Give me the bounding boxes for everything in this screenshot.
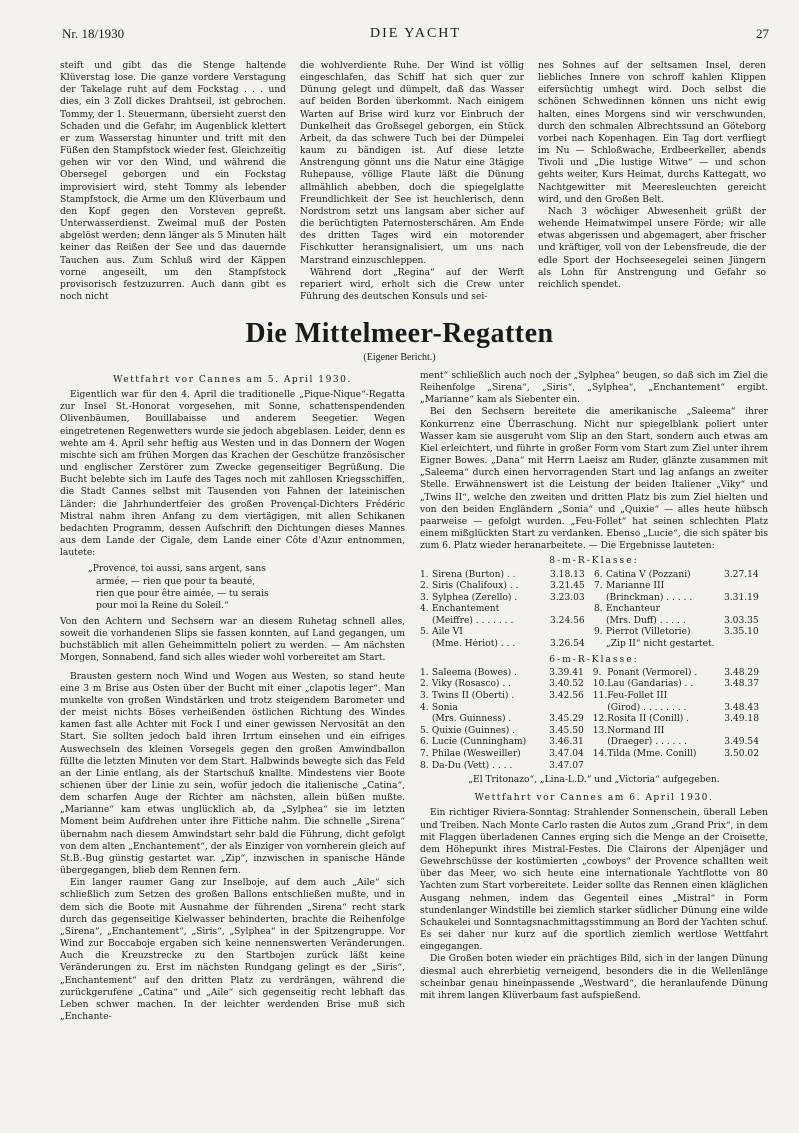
race-heading: Wettfahrt vor Cannes am 5. April 1930.: [113, 375, 352, 385]
poem-line: rien que pour être aimée, — tu serais: [96, 588, 269, 599]
time: 3.24.56: [550, 615, 585, 626]
time: [724, 581, 768, 593]
place: 9.: [592, 667, 602, 678]
boat-owner: (Mrs. Duff) . . . . .: [606, 615, 686, 626]
time: 3.45.50: [549, 725, 584, 736]
result-row: [420, 627, 768, 639]
boat-owner: Viky (Rosasco) . .: [431, 679, 512, 690]
place: 2.: [420, 581, 429, 592]
boat-owner: (Girod) . . . . . . . .: [607, 702, 687, 713]
boat-owner: Enchantement: [432, 604, 500, 615]
result-row: [420, 761, 768, 773]
paragraph: Ein langer raumer Gang zur Inselboje, auf dem auch „Aile“ sich schließlich zum Setzen des großen Ballons entschließen mußte, und in dem sich die Boote mit Ausnahme der führenden „Sirena“ recht stark durch das gegenseitige Kielwasser behinderten, brachte die Reihenfolge „Sirena“, „Enchantement“, „Siris“, „Sylphea“ in der Spitzengruppe. Vor Wind zur Boccaboje ergaben sich keine nennenswerten Veränderungen. Auch die Kreuzstrecke zu den Startbojen zurück läßt keine Veränderungen zu. Erst im nächsten Rundgang gelingt es der „Siris“, „Enchantement“ auf den dritten Platz zu verdrängen, während die zurückgerufene „Catina“ und „Aile“ sich gegenseitig recht lebhaft das Leben schwer machen. In der leichter werdenden Brise muß sich „Enchante-: [60, 878, 405, 1022]
poem-line: armée, — rien que pour ta beauté,: [96, 576, 256, 587]
place: 1.: [420, 569, 429, 580]
time: 3.47.04: [549, 748, 584, 759]
poem-line: pour moi la Reine du Soleil.“: [96, 600, 229, 611]
result-row: [420, 714, 768, 726]
place: [593, 737, 607, 749]
class-heading-6m: 6-m-R-Klasse:: [549, 654, 639, 665]
boat-owner: Marianne III: [606, 581, 665, 592]
top-column-2: [300, 60, 524, 303]
place: 3.: [420, 592, 429, 603]
place: 9.: [594, 627, 603, 638]
place: 7.: [420, 748, 429, 759]
time: 3.50.02: [724, 748, 759, 759]
place: 14.: [592, 748, 608, 759]
time: 3.48.37: [724, 679, 759, 690]
place: [593, 703, 607, 715]
place: [593, 761, 607, 773]
magazine-title: DIE YACHT: [370, 26, 461, 41]
time: [550, 627, 594, 639]
paragraph: Während dort „Regina“ auf der Werft repariert wird, erholt sich die Crew unter Führung des deutschen Konsuls und sei-: [300, 267, 524, 302]
boat-owner: Sylphea (Zerello) .: [432, 592, 518, 603]
time: 3.31.19: [724, 592, 759, 603]
result-row: [420, 691, 768, 703]
time: 3.26.54: [550, 639, 585, 650]
boat-owner: Rosita II (Conill) .: [607, 714, 690, 725]
boat-owner: Feu-Follet III: [607, 691, 668, 701]
boat-owner: Aile VI: [432, 627, 463, 638]
paragraph: Von den Achtern und Sechsern war an diesem Ruhetag schnell alles, soweit die vorhandenen Slips sie fassen konnten, auf Land gegangen, um buchstäblich mit allen Geheimmitteln poliert zu werden. — Am nächsten Morgen, Sonnabend, fand sich alles wieder wohl vorbereitet am Start.: [60, 616, 405, 664]
boat-owner: Normand III: [607, 725, 665, 736]
time: [724, 639, 768, 651]
place: 1.: [420, 667, 429, 678]
boat-owner: Da-Du (Vett) . . . .: [431, 760, 513, 771]
paragraph: Ein richtiger Riviera-Sonntag: Strahlender Sonnenschein, überall Leben und Treiben. Nach Monte Carlo rasten die Autos zum „Grand Prix“, in dem mit Flaggen überladenen Cannes erging sich die Menge an der Croisette, dem Höhepunkt ihres Mistral-Festes. Die Clairons der Alpenjäger und Gewehrschüsse der kostümierten „cowboys“ der Provence schallten weit über das Meer, wo sich heute eine internationale Yachtflotte von 80 Yachten zum Start vorbereitete. Leider sollte das Rennen einen kläglichen Ausgang nehmen, indem das Gegenteil eines „Mistral“ in Form stundenlanger Windstille bei ziemlich starker südlicher Dünung eine wilde Schaukelei und Sonntagsnachmittagsstimmung an Bord der Yachten schuf. Es sei daher nur kurz auf die sportlich ziemlich wertlose Wettfahrt eingegangen.: [420, 808, 768, 953]
paragraph: Nach 3 wöchiger Abwesenheit grüßt der wehende Heimatwimpel unsere Förde; wir alle etwas abgerissen und abgemagert, aber frischer und kräftiger, voll von der Lebensfreude, die der edle Sport der Hochseesegelei seinen Jüngern als Lohn für Anstrengung und Gefahr so reichlich spendet.: [538, 206, 766, 290]
time: 3.42.56: [549, 691, 584, 701]
paragraph: Brausten gestern noch Wind und Wogen aus Westen, so stand heute eine 3 m Brise aus Osten über der Bucht mit einer „clapotis leger“. Man munkelte von großen Windstärken und trotz steigendem Barometer und der meist nichts Böses verheißenden östlichen Richtung des Windes kamen fast alle Achter mit Fock I und einer gewissen Nervosität an den Start. Sie sollten jedoch bald ihren Irrtum einsehen und ein eifriges Auswechseln des kleinen Vorsegels gegen den großen Amwindballon füllte die letzten Minuten vor dem Start. Halbwinds bewegte sich das Feld an der Linie entlang, als der Startschuß knallte. Mindestens vier Boote schienen über der Linie zu sein, wofür jedoch die italienische „Catina“, dem scharfen Auge der Richter am nächsten, allein büßen mußte. „Marianne“ kam etwas unglücklich ab, da „Sylphea“ sie im letzten Moment beim Aufdrehen unter ihre Fittiche nahm. Die schnelle „Sirena“ übernahm nach diesem Amwindstart sehr bald die Führung, dicht gefolgt von dem alten „Enchantement“, der als Einziger von vornherein gleich auf St.B.-Bug günstig gestartet war. „Zip“, inzwischen in spanische Hände übergegangen, blieb dem Rennen fern.: [60, 671, 405, 877]
boat-owner: Lucie (Cunningham): [431, 737, 527, 748]
top-column-3: [538, 60, 766, 291]
race-heading: Wettfahrt vor Cannes am 6. April 1930.: [474, 793, 714, 804]
place: 4.: [420, 702, 429, 713]
place: 5.: [420, 627, 429, 638]
result-row: [420, 668, 768, 680]
page-header: [62, 26, 769, 46]
boat-owner: Twins II (Oberti) .: [431, 691, 515, 701]
place: 5.: [420, 725, 429, 736]
time: 3.21.45: [550, 581, 585, 592]
time: [724, 604, 768, 616]
boat-owner: Sirena (Burton) . .: [432, 569, 516, 580]
place: [594, 593, 606, 605]
boat-owner: Lau (Gandarias) . .: [607, 679, 694, 690]
place: [420, 616, 432, 628]
place: 11.: [592, 691, 608, 701]
time: 3.45.29: [549, 714, 584, 725]
place: 6.: [594, 569, 603, 580]
place: 8.: [420, 760, 429, 771]
time: 3.48.29: [724, 667, 759, 678]
top-column-1: [60, 60, 286, 303]
class-heading-8m: 8-m-R-Klasse:: [549, 556, 639, 567]
time: 3.23.03: [550, 592, 585, 603]
place: 7.: [594, 581, 603, 592]
result-row: [420, 639, 768, 651]
paragraph: ment“ schließlich auch noch der „Sylphea“ beugen, so daß sich im Ziel die Reihenfolge „Sirena“, „Siris“, „Sylphea“, „Enchantement“ ergibt. „Marianne“ kam als Siebenter ein.: [420, 371, 768, 406]
time: 3.39.41: [549, 667, 584, 678]
place: [594, 616, 606, 628]
boat-owner: Catina V (Pozzani): [606, 569, 691, 580]
result-row: [420, 581, 768, 593]
boat-owner: (Meiffre) . . . . . . .: [432, 615, 514, 626]
paragraph: Die Großen boten wieder ein prächtiges Bild, sich in der langen Dünung diesmal auch ehrerbietig verneigend, besonders die in die Wellenlänge scheinbar genau hineinpassende „Westward“, die heranlaufende Dünung mit ihrem langen Klüverbaum fast aufspießend.: [420, 954, 768, 1001]
paragraph: steift und gibt das die Stenge haltende Klüverstag lose. Die ganze vordere Verstagung der Takelage ruht auf dem Fockstag . . . und dies, ein 3 Zoll dickes Drahtseil, ist gebrochen. Tommy, der 1. Steuermann, übersieht zuerst den Schaden und die Gefahr, im Augenblick klettert er zum Wasserstag hinunter und tritt mit den Füßen den Stampfstock wieder fest. Gleichzeitig gehen wir vor den Wind, und während die Obersegel geborgen und ein Fockstag improvisiert wird, steht Tommy als lebender Stampfstock, die Arme um den Klüverbaum und den Kopf gegen den Vorsteven gepreßt. Unterwasserdienst. Zweimal muß der Posten abgelöst werden; denn länger als 5 Minuten hält keiner das Reißen der See und das dauernde Tauchen aus. Zum Schluß wird der Käppen vorne angeseilt, um den Stampfstock provisorisch festzuzurren. Auch dann gibt es noch nicht: [60, 61, 286, 302]
time: [724, 726, 768, 738]
time: 3.49.18: [724, 714, 759, 725]
boat-owner: (Brinckman) . . . . .: [606, 592, 693, 603]
place: 4.: [420, 604, 429, 615]
result-row: [420, 726, 768, 738]
time: 3.27.14: [724, 569, 759, 580]
article-title: Die Mittelmeer-Regatten: [245, 318, 554, 349]
result-row: [420, 604, 768, 616]
time: [550, 604, 594, 616]
place: 2.: [420, 679, 429, 690]
results-table-6m: [420, 668, 768, 772]
boat-owner: Pierrot (Villetorie): [606, 627, 691, 638]
time: 3.49.54: [724, 737, 759, 748]
paragraph: Eigentlich war für den 4. April die traditionelle „Pique-Nique“-Regatta zur Insel St.-Honorat vorgesehen, mit Sonne, schattenspendenden Olivenbäumen, Bouillabaisse und anderem Seegetier. Wegen eingetretenen Regenwetters wurde sie jedoch abgeblasen. Leider, denn es wehte am 4. April sehr heftig aus Westen und in das Donnern der Wogen mischte sich am frühen Morgen das Krachen der Geschütze französischer und englischer Zerstörer zum Zwecke gegenseitiger Begrüßung. Die Bucht belebte sich im Laufe des Tages noch mit zahllosen Kriegsschiffen, die Stadt Cannes selbst mit Tausenden von Fahnen der lateinischen Länder: die Jahrhundertfeier des großen Provençal-Dichters Frédéric Mistral nahm ihren Anfang zu dem viertägigen, mit allen Schikanen bedachten Programm, dessen Aufschrift den Dichtungen dieses Mannes aus dem Lande der Cigale, dem Lande einer Côte d'Azur entnommen, lautete:: [60, 390, 405, 559]
result-row: [420, 737, 768, 749]
article-subtitle: (Eigener Bericht.): [363, 352, 436, 363]
place: 3.: [420, 691, 429, 701]
time: 3.48.43: [724, 702, 759, 713]
boat-owner: „Zip II“ nicht gestartet.: [606, 639, 715, 650]
boat-owner: Saleema (Bowes) .: [431, 667, 518, 678]
place: [420, 639, 432, 651]
article-column-right: [420, 370, 768, 1002]
paragraph: Bei den Sechsern bereitete die amerikanische „Saleema“ ihrer Konkurrenz eine Überraschung. Nicht nur spiegelblank poliert unter Wasser kam sie ausgeruht vom Slip an den Start, sondern auch etwas am Kiel erleichtert, und führte in großer Form vom Start zum Ziel unter ihrem Eigner Bowes. „Dana“ mit Herrn Laeisz am Ruder, glänzte zusammen mit „Saleema“ durch einen hervorragenden Start und lag anfangs an zweiter Stelle. Erwähnenswert ist die Leistung der beiden Italiener „Viky“ und „Twins II“, welche den zweiten und dritten Platz bis zum Ziel hielten und von den beiden Engländern „Sonia“ und „Quixie“ — alles heute hübsch paarweise — gefolgt wurden. „Feu-Follet“ hat seinen schlechten Platz einem mißglückten Start zu verdanken. Ebenso „Lucie“, die sich später bis zum 6. Platz wieder heranarbeitete. — Die Ergebnisse lauteten:: [420, 407, 768, 552]
result-row: [420, 616, 768, 628]
poem-line: „Provence, toi aussi, sans argent, sans: [88, 564, 266, 575]
boat-owner: (Mrs. Guinness) .: [431, 714, 512, 725]
place: 13.: [592, 725, 608, 736]
boat-owner: Ponant (Vermorel) .: [607, 667, 698, 678]
time: [724, 691, 768, 703]
boat-owner: [607, 761, 724, 773]
result-row: [420, 749, 768, 761]
boat-owner: Tilda (Mme. Conill): [607, 748, 697, 759]
results-table-8m: [420, 570, 768, 651]
result-row: [420, 679, 768, 691]
poem-quote: [88, 563, 405, 612]
retired-note: „El Tritonazo“, „Lina-L.D.“ und „Victoria“ aufgegeben.: [468, 775, 720, 786]
paragraph: nes Sohnes auf der seltsamen Insel, deren liebliches Innere von schroff kahlen Klippen eifersüchtig umhegt wird. Doch selbst die schönen Schwedinnen können uns nicht ewig halten, eines Morgens sind wir verschwunden, durch den schmalen Albrechtssund an Göteborg vorbei nach Kopenhagen. Ein Tag dort verfliegt im Nu — Schloßwache, Erdbeerkeller, abends Tivoli und „Die lustige Witwe“ — und schon gehts weiter, Kurs Heimat, durchs Kattegatt, wo Nachtgewitter mit Meeresleuchten gereicht wird, und den Großen Belt.: [538, 61, 766, 205]
time: 3.46.31: [549, 737, 584, 748]
issue-number: Nr. 18/1930: [62, 26, 125, 41]
paragraph: die wohlverdiente Ruhe. Der Wind ist völlig eingeschlafen, das Schiff hat sich quer zur Dünung gelegt und dümpelt, daß das Wasser auf beiden Borden überkommt. Nach einigem Warten auf Brise wird kurz vor Einbruch der Dunkelheit das Großsegel geborgen, ein Stück Arbeit, da das schwere Tuch bei der Dümpelei kaum zu bändigen ist. Auf diese letzte Anstrengung gönnt uns die Natur eine 3tägige Ruhepause, völlige Flaute läßt die Dünung allmählich abebben, doch die spiegelglatte Freundlichkeit der See ist heuchlerisch, denn Nordstrom setzt uns langsam aber sicher auf die berüchtigten Paternosterschären. Am Ende des dritten Tages wird ein motorender Fischkutter heransignalisiert, um uns nach Marstrand einzuschleppen.: [300, 61, 524, 266]
time: [549, 703, 593, 715]
place: 12.: [592, 714, 608, 725]
time: 3.35.10: [724, 627, 759, 638]
result-row: [420, 570, 768, 582]
time: 3.40.52: [549, 679, 584, 690]
result-row: [420, 593, 768, 605]
boat-owner: Philae (Wesweiller): [431, 748, 521, 759]
place: 8.: [594, 604, 603, 615]
boat-owner: (Mme. Hériot) . . .: [432, 639, 516, 650]
boat-owner: Quixie (Guinnes) .: [431, 725, 516, 736]
place: [594, 639, 606, 651]
boat-owner: Siris (Chalifoux) . .: [432, 581, 519, 592]
time: 3.47.07: [549, 760, 584, 771]
place: 10.: [592, 679, 608, 690]
place: 6.: [420, 737, 429, 748]
boat-owner: Enchanteur: [606, 604, 660, 615]
time: 3.03.35: [724, 615, 759, 626]
article-column-left: [60, 370, 405, 1023]
time: 3.18.13: [550, 569, 585, 580]
time: [724, 761, 768, 773]
boat-owner: (Draeger) . . . . . .: [607, 737, 688, 748]
place: [420, 714, 432, 726]
boat-owner: Sonia: [431, 702, 458, 713]
page-number: 27: [756, 26, 769, 41]
result-row: [420, 703, 768, 715]
